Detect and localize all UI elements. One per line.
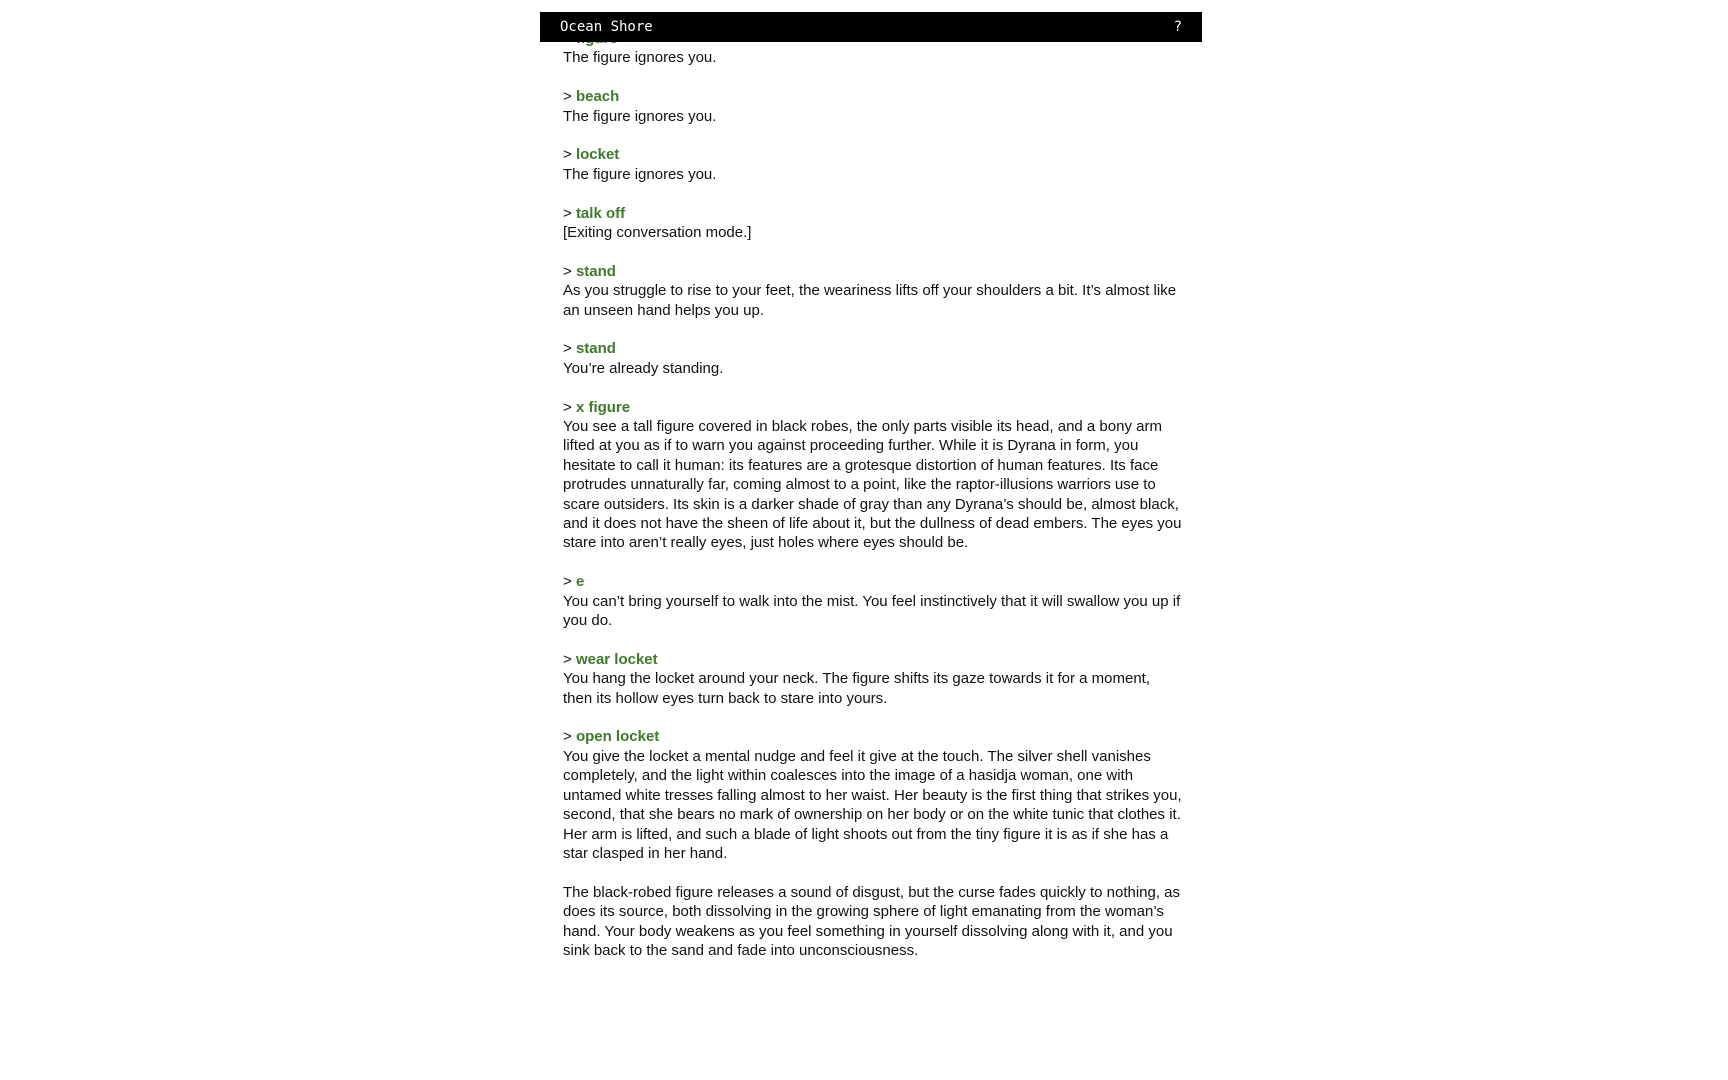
- transcript-turn: [563, 650, 1183, 708]
- response-text: You hang the locket around your neck. The figure shifts its gaze towards it for a moment, then its hollow eyes turn back to stare into yours.: [563, 670, 1150, 707]
- response-text: You see a tall figure covered in black robes, the only parts visible its head, and a bony arm lifted at you as if to warn you against proceeding further. While it is Dyrana in form, you hesitate to call it human: its features are a grotesque distortion of human features. Its face protrudes unnaturally far, coming almost to a point, like the raptor-illusions warriors use to scare outsiders. Its skin is a darker shade of gray than any Dyrana’s should be, almost black, and it does not have the sheen of life about it, but the dullness of dead embers. The eyes you stare into aren’t really eyes, just holes where eyes should be.: [563, 418, 1182, 552]
- transcript-turn: [563, 572, 1183, 630]
- command-text: open locket: [575, 728, 660, 746]
- response-text: The black-robed figure releases a sound of disgust, but the curse fades quickly to nothing, as does its source, both dissolving in the growing sphere of light emanating from the woman’s hand. Your body weakens as you feel something in yourself dissolving along with it, and you sink back to the sand and fade into unconsciousness.: [563, 883, 1181, 959]
- command-text: e: [575, 573, 585, 591]
- command-line: [563, 87, 1183, 106]
- status-bar: [540, 12, 1202, 42]
- response-text: The figure ignores you.: [563, 165, 717, 183]
- command-line: [563, 262, 1183, 281]
- response-text: As you struggle to rise to your feet, the weariness lifts off your shoulders a bit. It’s almost like an unseen hand helps you up.: [563, 282, 1177, 319]
- transcript-turn: [563, 398, 1183, 553]
- response-text: The figure ignores you.: [563, 49, 717, 67]
- transcript-turn: [563, 145, 1183, 184]
- response-text: You’re already standing.: [563, 359, 724, 377]
- transcript-turn: [563, 87, 1183, 126]
- prompt-symbol: >: [563, 573, 572, 591]
- transcript-turn: [563, 204, 1183, 243]
- command-text: talk off: [575, 204, 626, 222]
- prompt-symbol: >: [563, 146, 572, 164]
- prompt-symbol: >: [563, 398, 572, 416]
- response-text: [Exiting conversation mode.]: [563, 224, 752, 242]
- command-text: beach: [575, 88, 620, 106]
- command-line: [563, 572, 1183, 591]
- command-text: x figure: [575, 398, 631, 416]
- response-text: You can’t bring yourself to walk into the mist. You feel instinctively that it will swallow you up if you do.: [563, 592, 1181, 630]
- prompt-symbol: >: [563, 340, 572, 358]
- command-line: [563, 339, 1183, 358]
- transcript-turn: [563, 339, 1183, 378]
- command-line: [563, 727, 1183, 746]
- prompt-symbol: >: [563, 728, 572, 746]
- command-text: stand: [575, 340, 616, 358]
- prompt-symbol: >: [563, 204, 572, 222]
- command-line: [563, 145, 1183, 164]
- command-text: locket: [575, 146, 620, 164]
- response-text: The figure ignores you.: [563, 107, 717, 125]
- response-text: You give the locket a mental nudge and feel it give at the touch. The silver shell vanishes completely, and the light within coalesces into the image of a hasidja woman, one with untamed white tresses falling almost to her waist. Her beauty is the first thing that strikes you, second, that she bears no mark of ownership on her body or on the white tunic that clothes it. Her arm is lifted, and such a blade of light shoots out from the tiny figure it is as if she has a star clasped in her hand.: [563, 747, 1182, 862]
- transcript-turn: [563, 727, 1183, 960]
- command-line: [563, 204, 1183, 223]
- command-line: [563, 650, 1183, 669]
- command-line: [563, 398, 1183, 417]
- command-text: wear locket: [575, 650, 658, 668]
- transcript-turn: [563, 262, 1183, 320]
- prompt-symbol: >: [563, 262, 572, 280]
- help-button[interactable]: ?: [1173, 19, 1182, 35]
- transcript: [563, 29, 1183, 980]
- prompt-symbol: >: [563, 88, 572, 106]
- command-text: stand: [575, 262, 616, 280]
- location-title: Ocean Shore: [560, 19, 653, 35]
- prompt-symbol: >: [563, 650, 572, 668]
